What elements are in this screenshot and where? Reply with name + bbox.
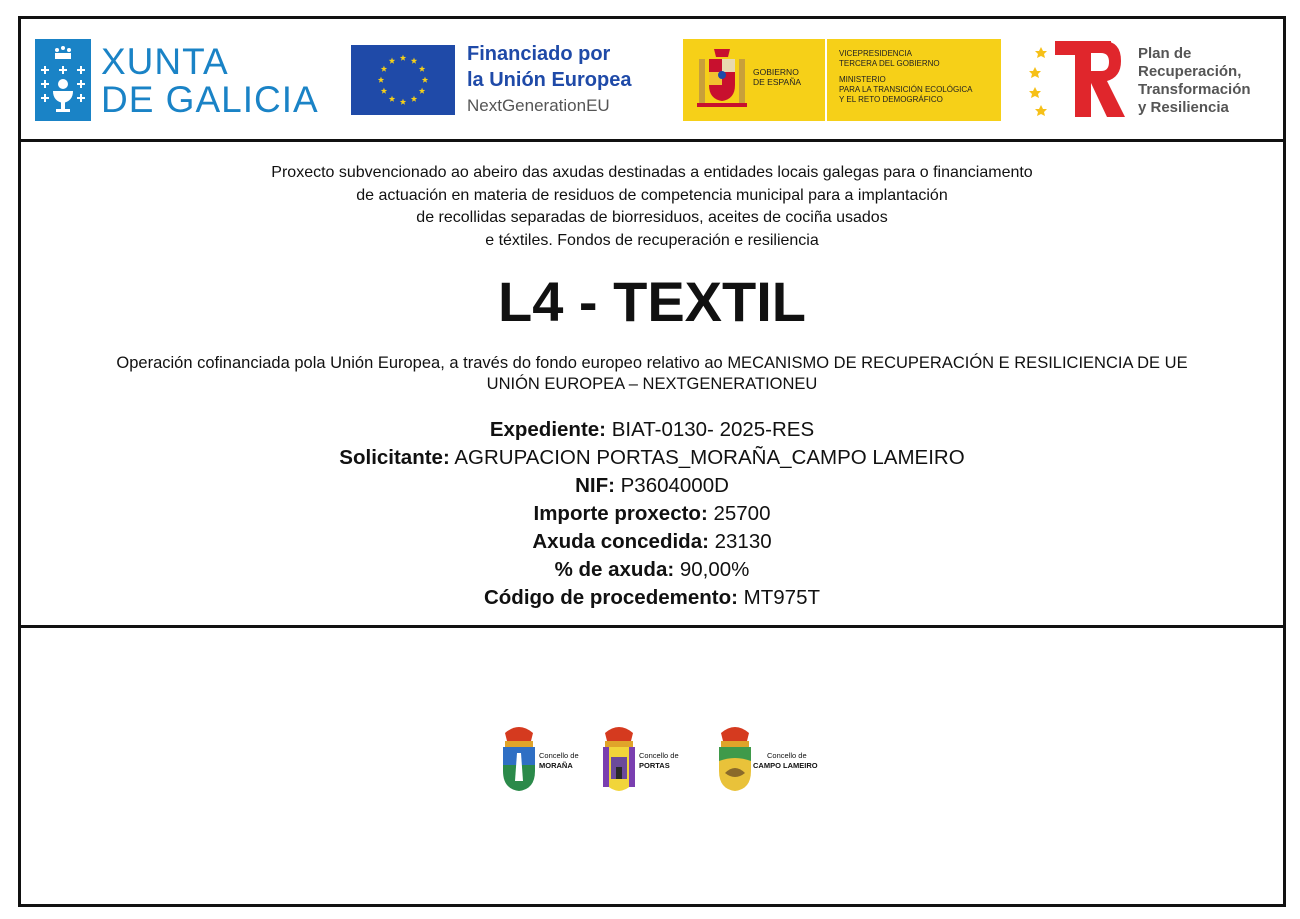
gobierno-line2: DE ESPAÑA (753, 77, 802, 87)
xunta-line2: DE GALICIA (101, 79, 319, 120)
portas-logo (599, 723, 703, 795)
morana-shield-icon (499, 723, 539, 793)
detail-value: BIAT-0130- 2025-RES (606, 418, 815, 441)
prtr-icon (1027, 41, 1127, 121)
cofinancing-line: Operación cofinanciada pola Unión Europea, a través do fondo europeo relativo ao MECANISMO DE RECUPERACIÓN E RESILICIENCIA DE UE (116, 354, 1188, 372)
detail-solicitante (21, 444, 1283, 472)
detail-label: Expediente: (489, 418, 607, 441)
xunta-line1: XUNTA (101, 41, 229, 82)
ministry-line: TERCERA DEL GOBIERNO (839, 59, 940, 68)
ministry-line: Y EL RETO DEMOGRÁFICO (839, 95, 943, 104)
eu-funding-logo (351, 41, 651, 121)
eu-line3: NextGenerationEU (467, 96, 610, 115)
detail-value: 25700 (707, 502, 771, 525)
detail-value: 23130 (708, 530, 772, 553)
campo-lameiro-shield-icon (715, 723, 755, 793)
municipal-logos (499, 723, 819, 795)
muni-name: PORTAS (639, 761, 670, 770)
detail-label: Solicitante: (339, 446, 450, 469)
detail-importe (21, 500, 1283, 528)
prtr-line: Recuperación, (1138, 63, 1242, 80)
ministry-line: VICEPRESIDENCIA (839, 49, 912, 58)
cofinancing-statement (21, 353, 1283, 395)
muni-prefix: Concello de (767, 751, 807, 760)
muni-name: MORAÑA (539, 761, 573, 770)
detail-axuda (21, 528, 1283, 556)
intro-paragraph (21, 162, 1283, 252)
detail-expediente (21, 416, 1283, 444)
intro-line: de recollidas separadas de biorresiduos, aceites de cociña usados (416, 209, 888, 226)
detail-porcentaxe (21, 556, 1283, 584)
intro-line: e téxtiles. Fondos de recuperación e resiliencia (485, 231, 819, 249)
eu-line1: Financiado por (467, 43, 611, 65)
logos-band (21, 19, 1283, 142)
spain-coat-of-arms-icon (697, 45, 747, 115)
detail-codigo (21, 584, 1283, 612)
detail-label: Código de procedemento: (483, 586, 738, 609)
prtr-line: y Resiliencia (1138, 99, 1229, 116)
detail-value: MT975T (737, 586, 820, 609)
ministry-line: PARA LA TRANSICIÓN ECOLÓGICA (839, 85, 973, 94)
project-details (21, 416, 1283, 612)
page-title: L4 - TEXTIL (498, 270, 806, 333)
cofinancing-line: UNIÓN EUROPEA – NEXTGENERATIONEU (486, 375, 818, 393)
detail-label: % de axuda: (554, 558, 675, 581)
detail-label: Axuda concedida: (532, 530, 709, 553)
intro-line: Proxecto subvencionado ao abeiro das axudas destinadas a entidades locais galegas para o financiamento (271, 164, 1033, 181)
xunta-de-galicia-logo (35, 39, 325, 123)
prtr-line: Transformación (1138, 81, 1251, 98)
gobierno-espana-logo (683, 39, 1001, 121)
poster-frame (18, 16, 1286, 907)
detail-value: AGRUPACION PORTAS_MORAÑA_CAMPO LAMEIRO (449, 446, 965, 469)
muni-name: CAMPO LAMEIRO (753, 761, 818, 770)
muni-prefix: Concello de (639, 751, 679, 760)
intro-line: de actuación en materia de residuos de competencia municipal para a implantación (356, 186, 948, 204)
gobierno-line1: GOBIERNO (753, 67, 799, 77)
ministry-line: MINISTERIO (839, 75, 886, 84)
project-info-band (21, 142, 1283, 628)
portas-shield-icon (599, 723, 639, 793)
gobierno-divider (825, 39, 827, 121)
muni-prefix: Concello de (539, 751, 579, 760)
detail-nif (21, 472, 1283, 500)
eu-line2: la Unión Europea (467, 69, 632, 91)
municipal-logos-band (21, 628, 1283, 904)
eu-flag-icon (351, 45, 455, 115)
detail-value: 90,00% (674, 558, 750, 581)
campo-lameiro-logo (715, 723, 835, 795)
detail-label: NIF: (575, 474, 615, 497)
plan-recuperacion-logo (1027, 41, 1267, 121)
detail-value: P3604000D (614, 474, 729, 497)
prtr-line: Plan de (1138, 45, 1192, 62)
detail-label: Importe proxecto: (533, 502, 708, 525)
xunta-emblem-icon (35, 39, 91, 121)
morana-logo (499, 723, 603, 795)
